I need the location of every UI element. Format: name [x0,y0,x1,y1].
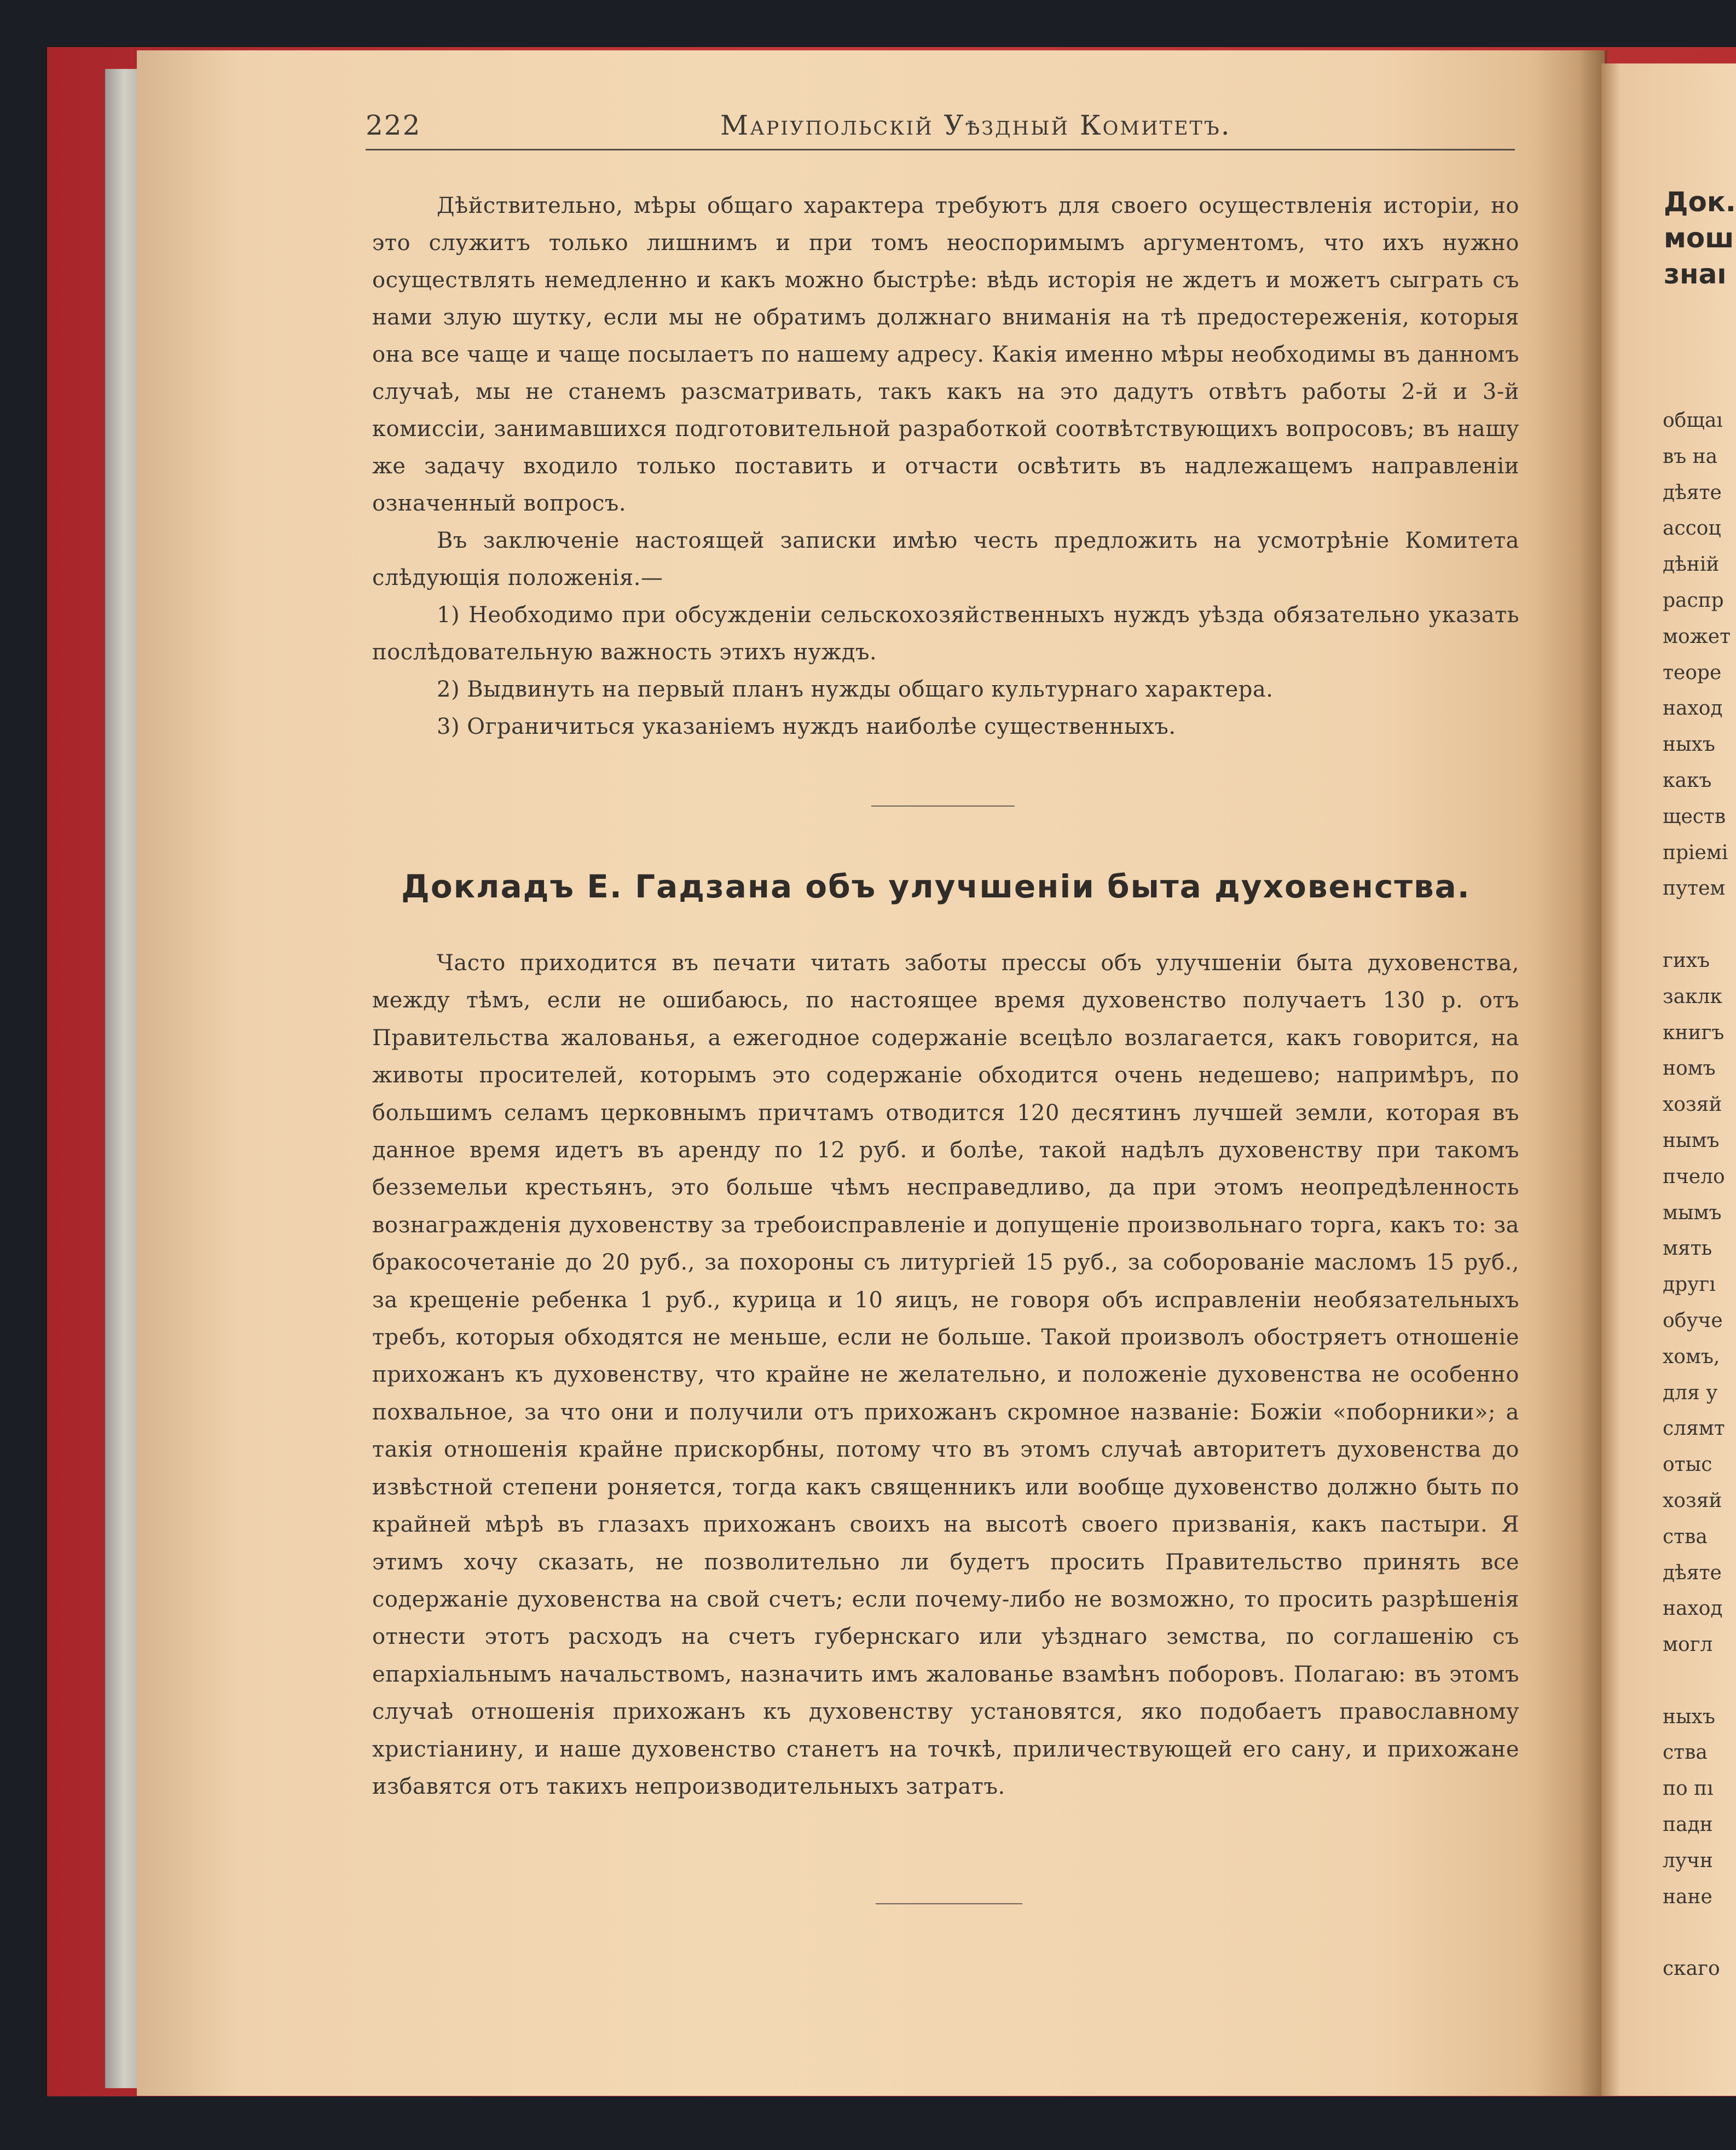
line-fragment: теоре [1663,661,1722,684]
line-fragment: ныхъ [1663,733,1715,756]
running-title: Маріупольскій Уѣздный Комитетъ. [720,109,1231,141]
line-fragment: ществ [1663,805,1726,828]
list-item: 1) Необходимо при обсужденіи сельскохозяйственныхъ нуждъ уѣзда обязательно указать послѣдовательную важность этихъ нуждъ. [372,602,1519,665]
page-header [366,109,1515,153]
line-fragment: дѣяте [1663,1561,1722,1584]
line-fragment: гихъ [1663,949,1710,972]
line-fragment: скаго [1663,1957,1720,1980]
section-2-heading: Докладъ Е. Гадзана объ улучшеніи быта духовенства. [401,868,1471,905]
line-fragment: ства [1663,1741,1708,1764]
line-fragment: распр [1663,589,1724,612]
line-fragment: хозяй [1663,1093,1722,1116]
paragraph: Часто приходится въ печати читать заботы прессы объ улучшеніи быта духовенства, между тѣмъ, если не ошибаюсь, по настоящее время духовенство получаетъ 130 р. отъ Правительства жалованья, а ежегодное содержаніе всецѣло возлагается, какъ говорится, на животы просителей, которымъ это содержаніе обходится очень недешево; напримѣръ, по большимъ селамъ церковнымъ причтамъ отводится 120 десятинъ лучшей земли, которая въ данное время идетъ въ аренду по 12 руб. и болѣе, такой надѣлъ духовенству при такомъ безземельи крестьянъ, это больше чѣмъ несправедливо, да при этомъ неопредѣленность вознагражденія духовенству за требоисправленіе и допущеніе произвольнаго торга, какъ то: за бракосочетаніе до 20 руб., за похороны съ литургіей 15 руб., за соборованіе масломъ 15 руб., за крещеніе ребенка 1 руб., курица и 10 яицъ, не говоря объ исправленіи необязательныхъ требъ, которыя обходятся не меньше, если не больше. Такой произволъ обостряетъ отношеніе прихожанъ къ духовенству, что крайне не желательно, и положеніе духовенства не особенно похвальное, за что они и получили отъ прихожанъ скромное названіе: Божіи «поборники»; а такія отношенія крайне прискорбны, потому что въ этомъ случаѣ авторитетъ духовенства до извѣстной степени роняется, тогда какъ священникъ или вообще духовенство должно быть по крайней мѣрѣ въ глазахъ прихожанъ своихъ на высотѣ своего призванія, какъ пастыри. Я этимъ хочу сказать, не позволительно ли будетъ просить Правительство принять все содержаніе духовенства на свой счетъ; если почему-либо не возможно, то просить разрѣшенія отнести этотъ расходъ на счетъ губернскаго или уѣзднаго земства, по соглашенію съ епархіальнымъ начальствомъ, назначить имъ жалованье взамѣнъ поборовъ. Полагаю: въ этомъ случаѣ отношенія прихожанъ къ духовенству установятся, яко подобаетъ православному христіанину, и наше духовенство станетъ на точкѣ, приличествующей его сану, и прихожане избавятся отъ такихъ непроизводительныхъ затратъ. [372,951,1519,1799]
line-fragment: может [1663,625,1731,648]
section-2-text [372,944,1519,1805]
line-fragment: ныхъ [1663,1705,1715,1728]
line-fragment: падн [1663,1813,1713,1836]
heading-fragment: мош [1664,222,1734,254]
line-fragment: обуче [1663,1309,1723,1332]
line-fragment: наход [1663,697,1723,720]
line-fragment: въ на [1663,445,1718,468]
paragraph: Дѣйствительно, мѣры общаго характера требуютъ для своего осуществленія исторіи, но это служитъ только лишнимъ и при томъ неоспоримымъ аргументомъ, что ихъ нужно осуществлять немедленно и какъ можно быстрѣе: вѣдь исторія не ждетъ и можетъ сыграть съ нами злую шутку, если мы не обратимъ должнаго вниманія на тѣ предостереженія, которыя она все чаще и чаще посылаетъ по нашему адресу. Какія именно мѣры необходимы въ данномъ случаѣ, мы не станемъ разсматривать, такъ какъ на это дадутъ отвѣтъ работы 2-й и 3-й комиссіи, занимавшихся подготовительной разработкой соотвѣтствующихъ вопросовъ; въ нашу же задачу входило только поставить и отчасти освѣтить въ надлежащемъ направленіи означенный вопросъ. [372,193,1519,516]
line-fragment: путем [1663,877,1726,900]
line-fragment: слямт [1663,1417,1725,1440]
line-fragment: хомъ, [1663,1345,1720,1368]
line-fragment: по пı [1663,1777,1714,1800]
line-fragment: какъ [1663,769,1712,792]
line-fragment [1663,1915,1731,1951]
line-fragment: книгъ [1663,1021,1725,1044]
line-fragment: общаı [1663,409,1723,432]
line-fragment: пчело [1663,1165,1725,1188]
heading-fragment: знаı [1664,258,1727,290]
paragraph: Въ заключеніе настоящей записки имѣю честь предложить на усмотрѣніе Комитета слѣдующія положенія.— [372,528,1519,590]
line-fragment: номъ [1663,1057,1716,1080]
line-fragment: дѣяте [1663,481,1722,504]
line-fragment [1663,907,1731,943]
line-fragment: дѣній [1663,553,1720,576]
line-fragment: наход [1663,1597,1723,1620]
line-fragment: ства [1663,1525,1708,1548]
flyleaf-edge [105,69,139,2088]
line-fragment: мымъ [1663,1201,1722,1224]
list-item: 3) Ограничиться указаніемъ нуждъ наиболѣе существенныхъ. [437,714,1176,739]
section-divider [871,805,1015,807]
line-fragment: для у [1663,1381,1718,1404]
section-divider [876,1903,1022,1904]
line-fragment: нымъ [1663,1129,1720,1152]
page-number: 222 [366,109,421,141]
line-fragment: лучн [1663,1849,1713,1872]
line-fragment: пріемі [1663,841,1728,864]
section-1-text [372,187,1519,745]
heading-fragment: Док. [1664,186,1736,218]
right-page-line-fragments [1663,403,1731,1987]
line-fragment: другı [1663,1273,1716,1296]
line-fragment: мять [1663,1237,1712,1260]
line-fragment: нане [1663,1885,1712,1908]
line-fragment: хозяй [1663,1489,1722,1512]
line-fragment: отыс [1663,1453,1712,1476]
line-fragment: заклк [1663,985,1722,1008]
header-rule [366,149,1515,150]
list-item: 2) Выдвинуть на первый планъ нужды общаго культурнаго характера. [437,677,1274,702]
right-page [1601,63,1736,2096]
line-fragment [1663,1663,1731,1699]
line-fragment: могл [1663,1633,1713,1656]
line-fragment: ассоц [1663,517,1721,540]
right-page-heading [1664,184,1736,292]
